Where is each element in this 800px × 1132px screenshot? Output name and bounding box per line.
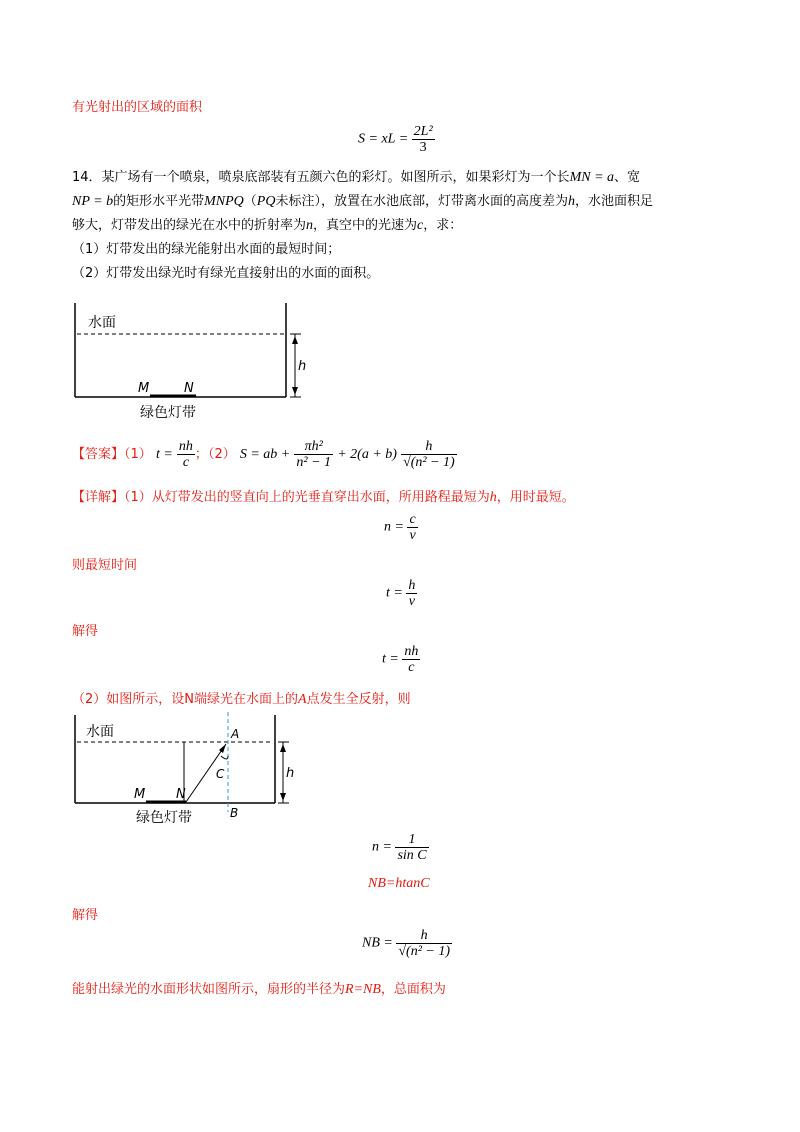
answer-part2: （2） (207, 447, 236, 462)
answer-line (72, 438, 457, 472)
eq4-lhs: n = (372, 839, 392, 855)
eq-nb-htanc: NB=htanC (368, 876, 430, 891)
eq-n-sinc (372, 832, 429, 863)
eq2-num: h (408, 578, 416, 593)
fig1-water-label: 水面 (88, 315, 116, 331)
answer-t-den: c (182, 455, 190, 470)
explain-r-nb: R=NB (345, 982, 381, 997)
fig2-c-label: C (216, 767, 225, 781)
fig1-n-label: N (184, 381, 194, 396)
explain-text2a: （2）如图所示，设N端绿光在水面上的 (72, 692, 298, 707)
eq-t-nh-c (382, 644, 420, 675)
eq6-lhs: NB = (362, 935, 393, 951)
explain-text1: （1）从灯带发出的竖直向上的光垂直穿出水面，所用路程最短为 (124, 490, 490, 505)
question-line2b: ，水池面积足 (574, 194, 653, 209)
question-line3b: ，真空中的光速为 (313, 218, 418, 233)
question-line2a: 的矩形水平光带 (113, 194, 205, 209)
label-solve-1: 解得 (72, 624, 99, 639)
answer-s-den1: n² − 1 (296, 455, 332, 470)
c-var: c (417, 218, 424, 233)
eq4-den: sin C (397, 848, 427, 863)
eq6-num: h (396, 928, 452, 944)
figure-2 (70, 712, 310, 827)
explain-line2 (72, 688, 411, 708)
figure-1 (70, 300, 310, 425)
explain-text2b: 点发生全反射，则 (306, 692, 411, 707)
fig2-m-label: M (134, 787, 146, 802)
question-line3a: 够大，灯带发出的绿光在水中的折射率为 (72, 218, 307, 233)
label-solve-2: 解得 (72, 908, 99, 923)
eq2-lhs: t = (386, 585, 403, 601)
label-shortest-time: 则最短时间 (72, 558, 138, 573)
eq6-den: √(n² − 1) (398, 944, 450, 959)
fig2-n-label: N (176, 787, 186, 802)
answer-sep: ； (194, 447, 208, 462)
h-var: h (567, 194, 575, 209)
eq3-den: c (408, 660, 415, 675)
explain-tag: 【详解】 (72, 490, 125, 505)
eq-t-h-v (386, 578, 417, 609)
mnpq: MNPQ (204, 194, 244, 209)
answer-t-num: nh (178, 439, 193, 454)
pq: PQ (256, 194, 276, 209)
pq-note-b: 未标注），放置在水池底部，灯带离水面的高度差为 (275, 194, 568, 209)
eq2-den: v (408, 594, 415, 609)
fig2-b-label: B (230, 806, 239, 820)
question-number: 14． (72, 170, 102, 185)
eq-nb (362, 928, 452, 959)
explain-h: h (489, 490, 497, 505)
eq1-lhs: n = (384, 519, 404, 535)
n-var: n (306, 218, 314, 233)
eq4-num: 1 (395, 832, 428, 848)
fig1-strip-label: 绿色灯带 (140, 405, 196, 421)
explain-line3 (72, 978, 446, 998)
explain-point-a: A (298, 692, 307, 707)
answer-s-num1: πh² (294, 439, 333, 455)
prev-formula-num: 2L² (413, 124, 433, 139)
fig2-strip-label: 绿色灯带 (136, 810, 192, 826)
prev-formula-den: 3 (419, 140, 427, 155)
answer-part1: （1） (124, 447, 152, 462)
eq1-num: c (409, 512, 416, 527)
answer-s-lhs: S = ab + (239, 447, 291, 462)
fig2-a-label: A (231, 727, 240, 741)
fig2-water-label: 水面 (86, 724, 114, 740)
sub-question-2: （2）灯带发出绿光时有绿光直接射出的水面的面积。 (72, 266, 380, 281)
mn-expr: MN = a (569, 170, 615, 185)
question-line1a: 某广场有一个喷泉，喷泉底部装有五颜六色的彩灯。如图所示，如果彩灯为一个长 (101, 170, 570, 185)
sub-question-1: （1）灯带发出的绿光能射出水面的最短时间； (72, 242, 341, 257)
question-line1b: 、宽 (614, 170, 641, 185)
explain-line1 (72, 486, 575, 506)
fig1-h-label: h (298, 359, 307, 374)
fig1-m-label: M (138, 381, 150, 396)
fig2-h-label: h (286, 766, 295, 781)
explain-text3a: 能射出绿光的水面形状如图所示，扇形的半径为 (72, 982, 346, 997)
np-expr: NP = b (72, 194, 114, 209)
answer-s-mid: + 2(a + b) (337, 447, 397, 462)
explain-text3b: ，总面积为 (380, 982, 446, 997)
answer-s-den2: √(n² − 1) (403, 455, 455, 470)
answer-s-num2: h (401, 439, 457, 455)
answer-t-lhs: t = (155, 447, 173, 462)
answer-tag: 【答案】 (72, 447, 125, 462)
eq3-num: nh (404, 644, 419, 659)
question-stem (72, 166, 732, 286)
eq3-lhs: t = (382, 651, 399, 667)
prev-answer-formula (358, 124, 435, 155)
pq-note-a: （ (243, 194, 257, 209)
eq-n-c-v (384, 512, 418, 543)
prev-formula-lhs: S = xL = (358, 131, 409, 147)
prev-answer-label: 有光射出的区域的面积 (72, 100, 203, 115)
eq1-den: v (409, 528, 416, 543)
explain-text1b: ，用时最短。 (496, 490, 575, 505)
question-line3c: ，求： (423, 218, 463, 233)
